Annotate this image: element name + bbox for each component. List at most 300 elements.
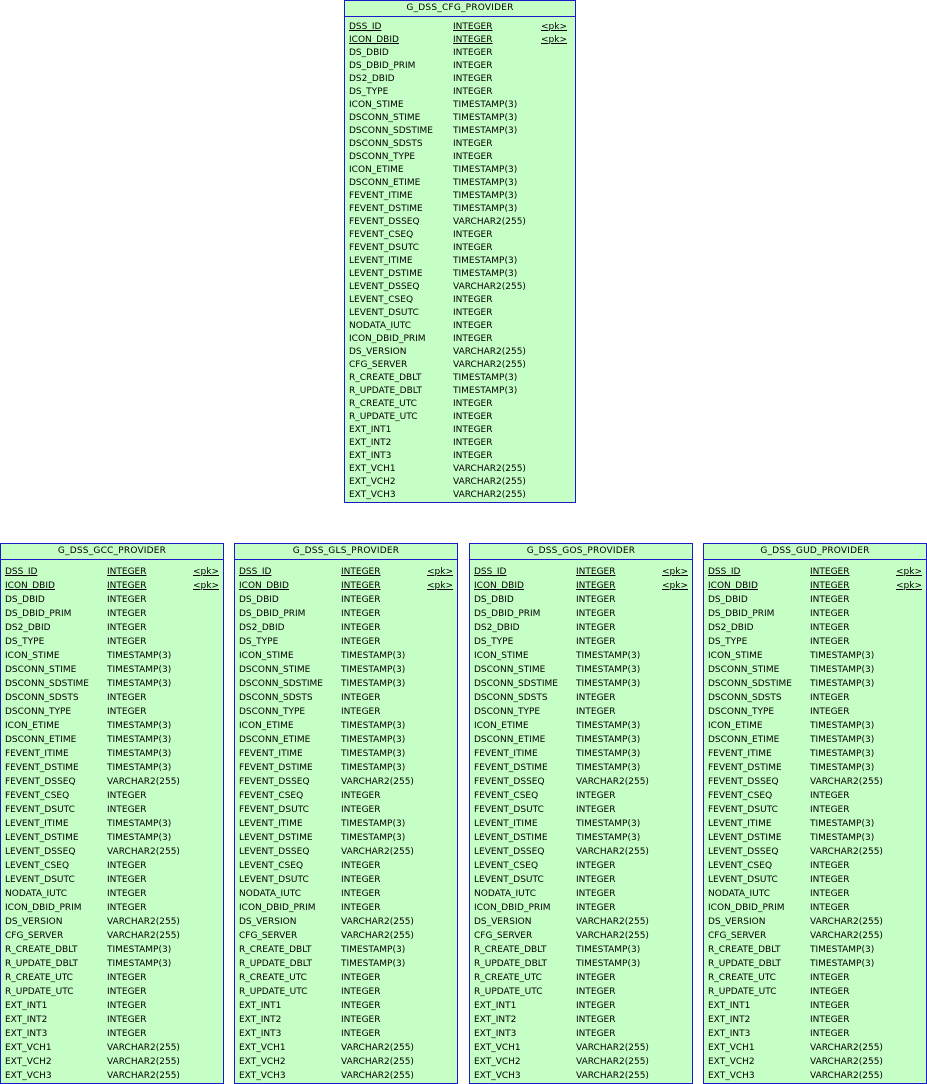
column-name: R_CREATE_UTC — [708, 973, 776, 983]
column-type: INTEGER — [810, 889, 850, 899]
column-name: EXT_VCH3 — [239, 1071, 286, 1081]
column-row — [345, 463, 575, 476]
column-type: VARCHAR2(255) — [341, 1043, 414, 1053]
column-type: TIMESTAMP(3) — [810, 679, 875, 689]
column-name: DS2_DBID — [474, 623, 520, 633]
column-row — [470, 761, 692, 775]
column-row — [345, 385, 575, 398]
entity-title: G_DSS_GOS_PROVIDER — [470, 544, 692, 560]
column-row — [1, 593, 223, 607]
column-row — [704, 971, 926, 985]
column-row — [470, 971, 692, 985]
column-type: TIMESTAMP(3) — [576, 665, 641, 675]
column-name: LEVENT_CSEQ — [349, 295, 414, 305]
column-type: INTEGER — [107, 973, 147, 983]
column-row — [1, 1069, 223, 1083]
column-name: DS2_DBID — [239, 623, 285, 633]
column-name: EXT_VCH3 — [708, 1071, 755, 1081]
column-name: CFG_SERVER — [474, 931, 533, 941]
column-type: VARCHAR2(255) — [576, 1043, 649, 1053]
column-name: DSCONN_SDSTS — [5, 693, 79, 703]
column-row — [1, 635, 223, 649]
column-row — [235, 1027, 457, 1041]
column-type: TIMESTAMP(3) — [341, 945, 406, 955]
column-name: LEVENT_DSUTC — [474, 875, 544, 885]
column-name: EXT_VCH1 — [239, 1043, 286, 1053]
column-row — [704, 635, 926, 649]
column-type: TIMESTAMP(3) — [107, 749, 172, 759]
column-row — [1, 831, 223, 845]
column-name: FEVENT_CSEQ — [5, 791, 70, 801]
column-type: INTEGER — [810, 1029, 850, 1039]
column-type: INTEGER — [810, 581, 850, 591]
entity-g-dss-gcc-provider[interactable] — [0, 543, 224, 1084]
column-name: ICON_STIME — [239, 651, 294, 661]
column-type: TIMESTAMP(3) — [810, 945, 875, 955]
column-row — [1, 873, 223, 887]
column-name: EXT_INT2 — [474, 1015, 517, 1025]
entity-g-dss-cfg-provider[interactable] — [344, 0, 576, 503]
column-name: R_UPDATE_UTC — [239, 987, 308, 997]
column-name: NODATA_IUTC — [5, 889, 67, 899]
column-type: TIMESTAMP(3) — [453, 191, 518, 201]
column-name: ICON_DBID — [5, 581, 55, 591]
column-row — [345, 216, 575, 229]
column-row — [704, 579, 926, 593]
column-name: R_CREATE_DBLT — [474, 945, 547, 955]
column-name: EXT_INT1 — [474, 1001, 517, 1011]
column-name: CFG_SERVER — [708, 931, 767, 941]
column-row — [704, 873, 926, 887]
column-row — [235, 831, 457, 845]
column-type: TIMESTAMP(3) — [453, 178, 518, 188]
column-type: TIMESTAMP(3) — [107, 679, 172, 689]
column-type: INTEGER — [341, 609, 381, 619]
column-type: INTEGER — [576, 567, 616, 577]
column-name: ICON_DBID — [474, 581, 524, 591]
column-type: INTEGER — [453, 308, 493, 318]
column-row — [345, 99, 575, 112]
column-type: INTEGER — [810, 623, 850, 633]
column-row — [470, 775, 692, 789]
column-name: DSS_ID — [349, 22, 382, 32]
column-name: DSCONN_TYPE — [5, 707, 72, 717]
column-row — [345, 372, 575, 385]
column-type: INTEGER — [576, 1029, 616, 1039]
column-row — [470, 1055, 692, 1069]
column-row — [1, 565, 223, 579]
column-type: TIMESTAMP(3) — [576, 763, 641, 773]
column-type: INTEGER — [810, 987, 850, 997]
column-row — [704, 733, 926, 747]
column-type: VARCHAR2(255) — [341, 847, 414, 857]
column-name: DSCONN_ETIME — [239, 735, 311, 745]
column-name: DSCONN_TYPE — [239, 707, 306, 717]
column-name: DS_DBID — [708, 595, 748, 605]
column-row — [345, 320, 575, 333]
column-type: INTEGER — [453, 334, 493, 344]
column-name: DS_DBID — [5, 595, 45, 605]
column-row — [704, 565, 926, 579]
column-type: TIMESTAMP(3) — [341, 651, 406, 661]
column-row — [704, 901, 926, 915]
column-row — [704, 803, 926, 817]
column-type: VARCHAR2(255) — [576, 847, 649, 857]
column-type: INTEGER — [576, 707, 616, 717]
column-row — [704, 943, 926, 957]
column-row — [704, 915, 926, 929]
column-name: FEVENT_DSTIME — [349, 204, 423, 214]
primary-key-marker: <pk> — [193, 567, 220, 577]
entity-title: G_DSS_GLS_PROVIDER — [235, 544, 457, 560]
column-name: DSCONN_SDSTS — [708, 693, 782, 703]
column-row — [345, 437, 575, 450]
column-type: INTEGER — [453, 451, 493, 461]
column-type: INTEGER — [107, 1029, 147, 1039]
column-type: INTEGER — [107, 693, 147, 703]
column-row — [345, 164, 575, 177]
column-name: DSCONN_TYPE — [474, 707, 541, 717]
column-name: DS_DBID — [474, 595, 514, 605]
column-name: R_CREATE_UTC — [5, 973, 73, 983]
column-type: VARCHAR2(255) — [107, 1043, 180, 1053]
column-type: INTEGER — [810, 903, 850, 913]
column-type: INTEGER — [107, 875, 147, 885]
column-row — [1, 957, 223, 971]
column-row — [345, 346, 575, 359]
column-row — [1, 901, 223, 915]
column-name: ICON_DBID_PRIM — [474, 903, 551, 913]
column-type: INTEGER — [107, 707, 147, 717]
column-type: TIMESTAMP(3) — [107, 651, 172, 661]
column-name: DSCONN_ETIME — [708, 735, 780, 745]
column-row — [704, 1055, 926, 1069]
column-type: TIMESTAMP(3) — [576, 959, 641, 969]
column-row — [470, 579, 692, 593]
column-row — [1, 621, 223, 635]
column-type: TIMESTAMP(3) — [810, 735, 875, 745]
column-type: INTEGER — [453, 399, 493, 409]
column-type: TIMESTAMP(3) — [453, 165, 518, 175]
column-type: INTEGER — [453, 230, 493, 240]
column-row — [470, 887, 692, 901]
column-row — [470, 845, 692, 859]
column-row — [470, 747, 692, 761]
column-type: VARCHAR2(255) — [810, 1071, 883, 1081]
column-row — [235, 705, 457, 719]
column-name: LEVENT_ITIME — [708, 819, 772, 829]
column-row — [1, 649, 223, 663]
column-row — [345, 151, 575, 164]
column-name: R_CREATE_UTC — [349, 399, 417, 409]
column-row — [235, 845, 457, 859]
column-type: TIMESTAMP(3) — [576, 819, 641, 829]
column-name: EXT_INT3 — [474, 1029, 517, 1039]
column-type: TIMESTAMP(3) — [453, 126, 518, 136]
column-name: DSCONN_SDSTIME — [349, 126, 433, 136]
column-type: TIMESTAMP(3) — [341, 679, 406, 689]
column-type: INTEGER — [453, 87, 493, 97]
column-row — [235, 915, 457, 929]
column-type: INTEGER — [810, 567, 850, 577]
column-type: INTEGER — [453, 22, 493, 32]
column-name: FEVENT_DSUTC — [474, 805, 544, 815]
column-name: FEVENT_DSTIME — [239, 763, 313, 773]
column-row — [235, 1055, 457, 1069]
column-row — [235, 635, 457, 649]
column-type: INTEGER — [341, 861, 381, 871]
column-name: DSCONN_STIME — [708, 665, 780, 675]
column-name: FEVENT_ITIME — [708, 749, 772, 759]
column-name: DSCONN_TYPE — [349, 152, 416, 162]
column-row — [1, 733, 223, 747]
column-type: TIMESTAMP(3) — [107, 763, 172, 773]
column-type: VARCHAR2(255) — [107, 847, 180, 857]
column-row — [345, 255, 575, 268]
column-name: EXT_VCH3 — [474, 1071, 521, 1081]
column-name: DS2_DBID — [349, 74, 395, 84]
column-type: INTEGER — [453, 295, 493, 305]
column-type: TIMESTAMP(3) — [453, 386, 518, 396]
column-row — [470, 663, 692, 677]
column-name: FEVENT_ITIME — [239, 749, 303, 759]
column-row — [235, 775, 457, 789]
column-row — [704, 705, 926, 719]
column-name: ICON_DBID — [349, 35, 399, 45]
primary-key-marker: <pk> — [896, 567, 923, 577]
primary-key-marker: <pk> — [541, 22, 568, 32]
column-name: ICON_DBID — [239, 581, 289, 591]
column-type: TIMESTAMP(3) — [810, 651, 875, 661]
column-type: VARCHAR2(255) — [107, 1057, 180, 1067]
column-name: R_CREATE_DBLT — [349, 373, 422, 383]
column-type: VARCHAR2(255) — [341, 777, 414, 787]
column-name: DSS_ID — [474, 567, 507, 577]
column-row — [704, 1027, 926, 1041]
column-type: TIMESTAMP(3) — [810, 833, 875, 843]
column-name: LEVENT_ITIME — [474, 819, 538, 829]
column-name: DS_VERSION — [708, 917, 766, 927]
column-type: INTEGER — [107, 1015, 147, 1025]
column-row — [704, 677, 926, 691]
column-row — [345, 268, 575, 281]
column-name: NODATA_IUTC — [474, 889, 536, 899]
column-row — [1, 747, 223, 761]
column-type: INTEGER — [341, 903, 381, 913]
column-type: TIMESTAMP(3) — [576, 735, 641, 745]
column-name: LEVENT_CSEQ — [708, 861, 773, 871]
column-name: ICON_STIME — [708, 651, 763, 661]
column-type: INTEGER — [453, 139, 493, 149]
column-row — [345, 294, 575, 307]
column-type: INTEGER — [810, 637, 850, 647]
primary-key-marker: <pk> — [662, 567, 689, 577]
entity-g-dss-gos-provider[interactable] — [469, 543, 693, 1084]
column-row — [1, 887, 223, 901]
column-row — [470, 607, 692, 621]
column-name: EXT_VCH2 — [474, 1057, 521, 1067]
primary-key-marker: <pk> — [427, 581, 454, 591]
column-row — [345, 333, 575, 346]
entity-title: G_DSS_GCC_PROVIDER — [1, 544, 223, 560]
column-row — [1, 999, 223, 1013]
column-row — [345, 489, 575, 502]
entity-g-dss-gls-provider[interactable] — [234, 543, 458, 1084]
column-type: VARCHAR2(255) — [810, 917, 883, 927]
column-type: VARCHAR2(255) — [576, 931, 649, 941]
column-name: NODATA_IUTC — [239, 889, 301, 899]
column-row — [470, 943, 692, 957]
column-type: INTEGER — [453, 321, 493, 331]
column-row — [470, 719, 692, 733]
column-name: EXT_INT3 — [349, 451, 392, 461]
column-name: LEVENT_ITIME — [5, 819, 69, 829]
column-type: VARCHAR2(255) — [576, 1057, 649, 1067]
column-name: FEVENT_CSEQ — [474, 791, 539, 801]
column-type: INTEGER — [453, 35, 493, 45]
column-name: ICON_DBID_PRIM — [708, 903, 785, 913]
column-name: ICON_STIME — [474, 651, 529, 661]
column-name: ICON_DBID_PRIM — [5, 903, 82, 913]
column-type: VARCHAR2(255) — [576, 917, 649, 927]
column-row — [704, 649, 926, 663]
column-row — [235, 621, 457, 635]
column-type: INTEGER — [453, 243, 493, 253]
column-name: EXT_VCH1 — [708, 1043, 755, 1053]
column-type: TIMESTAMP(3) — [810, 763, 875, 773]
column-name: NODATA_IUTC — [349, 321, 411, 331]
column-row — [345, 112, 575, 125]
column-type: INTEGER — [810, 973, 850, 983]
column-name: R_CREATE_DBLT — [708, 945, 781, 955]
column-row — [1, 971, 223, 985]
column-row — [704, 999, 926, 1013]
column-type: INTEGER — [341, 707, 381, 717]
column-type: INTEGER — [341, 987, 381, 997]
column-type: INTEGER — [107, 791, 147, 801]
column-name: DS2_DBID — [708, 623, 754, 633]
column-type: INTEGER — [576, 637, 616, 647]
column-row — [470, 691, 692, 705]
column-type: INTEGER — [453, 48, 493, 58]
column-name: DS_TYPE — [239, 637, 279, 647]
column-row — [235, 1069, 457, 1083]
column-row — [1, 1027, 223, 1041]
column-type: TIMESTAMP(3) — [576, 651, 641, 661]
column-row — [704, 607, 926, 621]
column-type: INTEGER — [576, 987, 616, 997]
column-type: TIMESTAMP(3) — [810, 665, 875, 675]
column-row — [235, 957, 457, 971]
column-row — [470, 915, 692, 929]
column-name: DSCONN_ETIME — [474, 735, 546, 745]
column-row — [235, 971, 457, 985]
column-row — [470, 1041, 692, 1055]
column-name: DS_DBID_PRIM — [349, 61, 416, 71]
column-name: EXT_INT1 — [349, 425, 392, 435]
column-row — [345, 60, 575, 73]
column-name: DS_TYPE — [708, 637, 748, 647]
column-name: EXT_VCH2 — [239, 1057, 286, 1067]
column-row — [470, 733, 692, 747]
column-type: TIMESTAMP(3) — [576, 833, 641, 843]
column-type: INTEGER — [576, 791, 616, 801]
column-row — [1, 705, 223, 719]
column-type: TIMESTAMP(3) — [576, 945, 641, 955]
column-name: FEVENT_ITIME — [474, 749, 538, 759]
column-type: INTEGER — [810, 1015, 850, 1025]
column-name: EXT_VCH3 — [349, 490, 396, 500]
column-type: INTEGER — [107, 567, 147, 577]
column-type: INTEGER — [576, 595, 616, 605]
column-name: DSCONN_SDSTS — [349, 139, 423, 149]
column-name: ICON_STIME — [349, 100, 404, 110]
column-row — [470, 789, 692, 803]
column-type: INTEGER — [576, 693, 616, 703]
column-name: DS_DBID_PRIM — [474, 609, 541, 619]
column-name: DSCONN_SDSTIME — [5, 679, 89, 689]
column-row — [235, 579, 457, 593]
column-type: TIMESTAMP(3) — [453, 269, 518, 279]
column-name: FEVENT_DSTIME — [474, 763, 548, 773]
primary-key-marker: <pk> — [896, 581, 923, 591]
column-row — [704, 593, 926, 607]
column-row — [704, 1041, 926, 1055]
column-row — [345, 177, 575, 190]
column-name: CFG_SERVER — [239, 931, 298, 941]
entity-title: G_DSS_CFG_PROVIDER — [345, 1, 575, 17]
column-type: INTEGER — [453, 412, 493, 422]
column-name: DSCONN_SDSTIME — [239, 679, 323, 689]
column-row — [704, 831, 926, 845]
column-row — [704, 747, 926, 761]
column-type: INTEGER — [810, 791, 850, 801]
column-type: VARCHAR2(255) — [576, 777, 649, 787]
column-type: INTEGER — [576, 875, 616, 885]
column-name: FEVENT_DSSEQ — [349, 217, 420, 227]
column-row — [1, 915, 223, 929]
column-name: R_UPDATE_DBLT — [474, 959, 548, 969]
column-row — [704, 1069, 926, 1083]
column-name: FEVENT_DSUTC — [708, 805, 778, 815]
column-name: R_UPDATE_UTC — [708, 987, 777, 997]
column-row — [704, 1013, 926, 1027]
column-row — [470, 999, 692, 1013]
column-row — [345, 307, 575, 320]
column-name: NODATA_IUTC — [708, 889, 770, 899]
column-row — [235, 887, 457, 901]
column-type: INTEGER — [453, 152, 493, 162]
column-name: EXT_INT1 — [708, 1001, 751, 1011]
column-name: LEVENT_ITIME — [239, 819, 303, 829]
column-row — [345, 476, 575, 489]
column-row — [235, 859, 457, 873]
column-row — [470, 929, 692, 943]
entity-g-dss-gud-provider[interactable] — [703, 543, 927, 1084]
column-row — [345, 190, 575, 203]
column-name: ICON_DBID — [708, 581, 758, 591]
column-row — [704, 817, 926, 831]
column-type: VARCHAR2(255) — [810, 1057, 883, 1067]
column-name: CFG_SERVER — [5, 931, 64, 941]
column-row — [345, 203, 575, 216]
column-row — [470, 635, 692, 649]
column-type: INTEGER — [341, 595, 381, 605]
primary-key-marker: <pk> — [662, 581, 689, 591]
column-row — [345, 242, 575, 255]
column-row — [1, 929, 223, 943]
column-row — [1, 663, 223, 677]
